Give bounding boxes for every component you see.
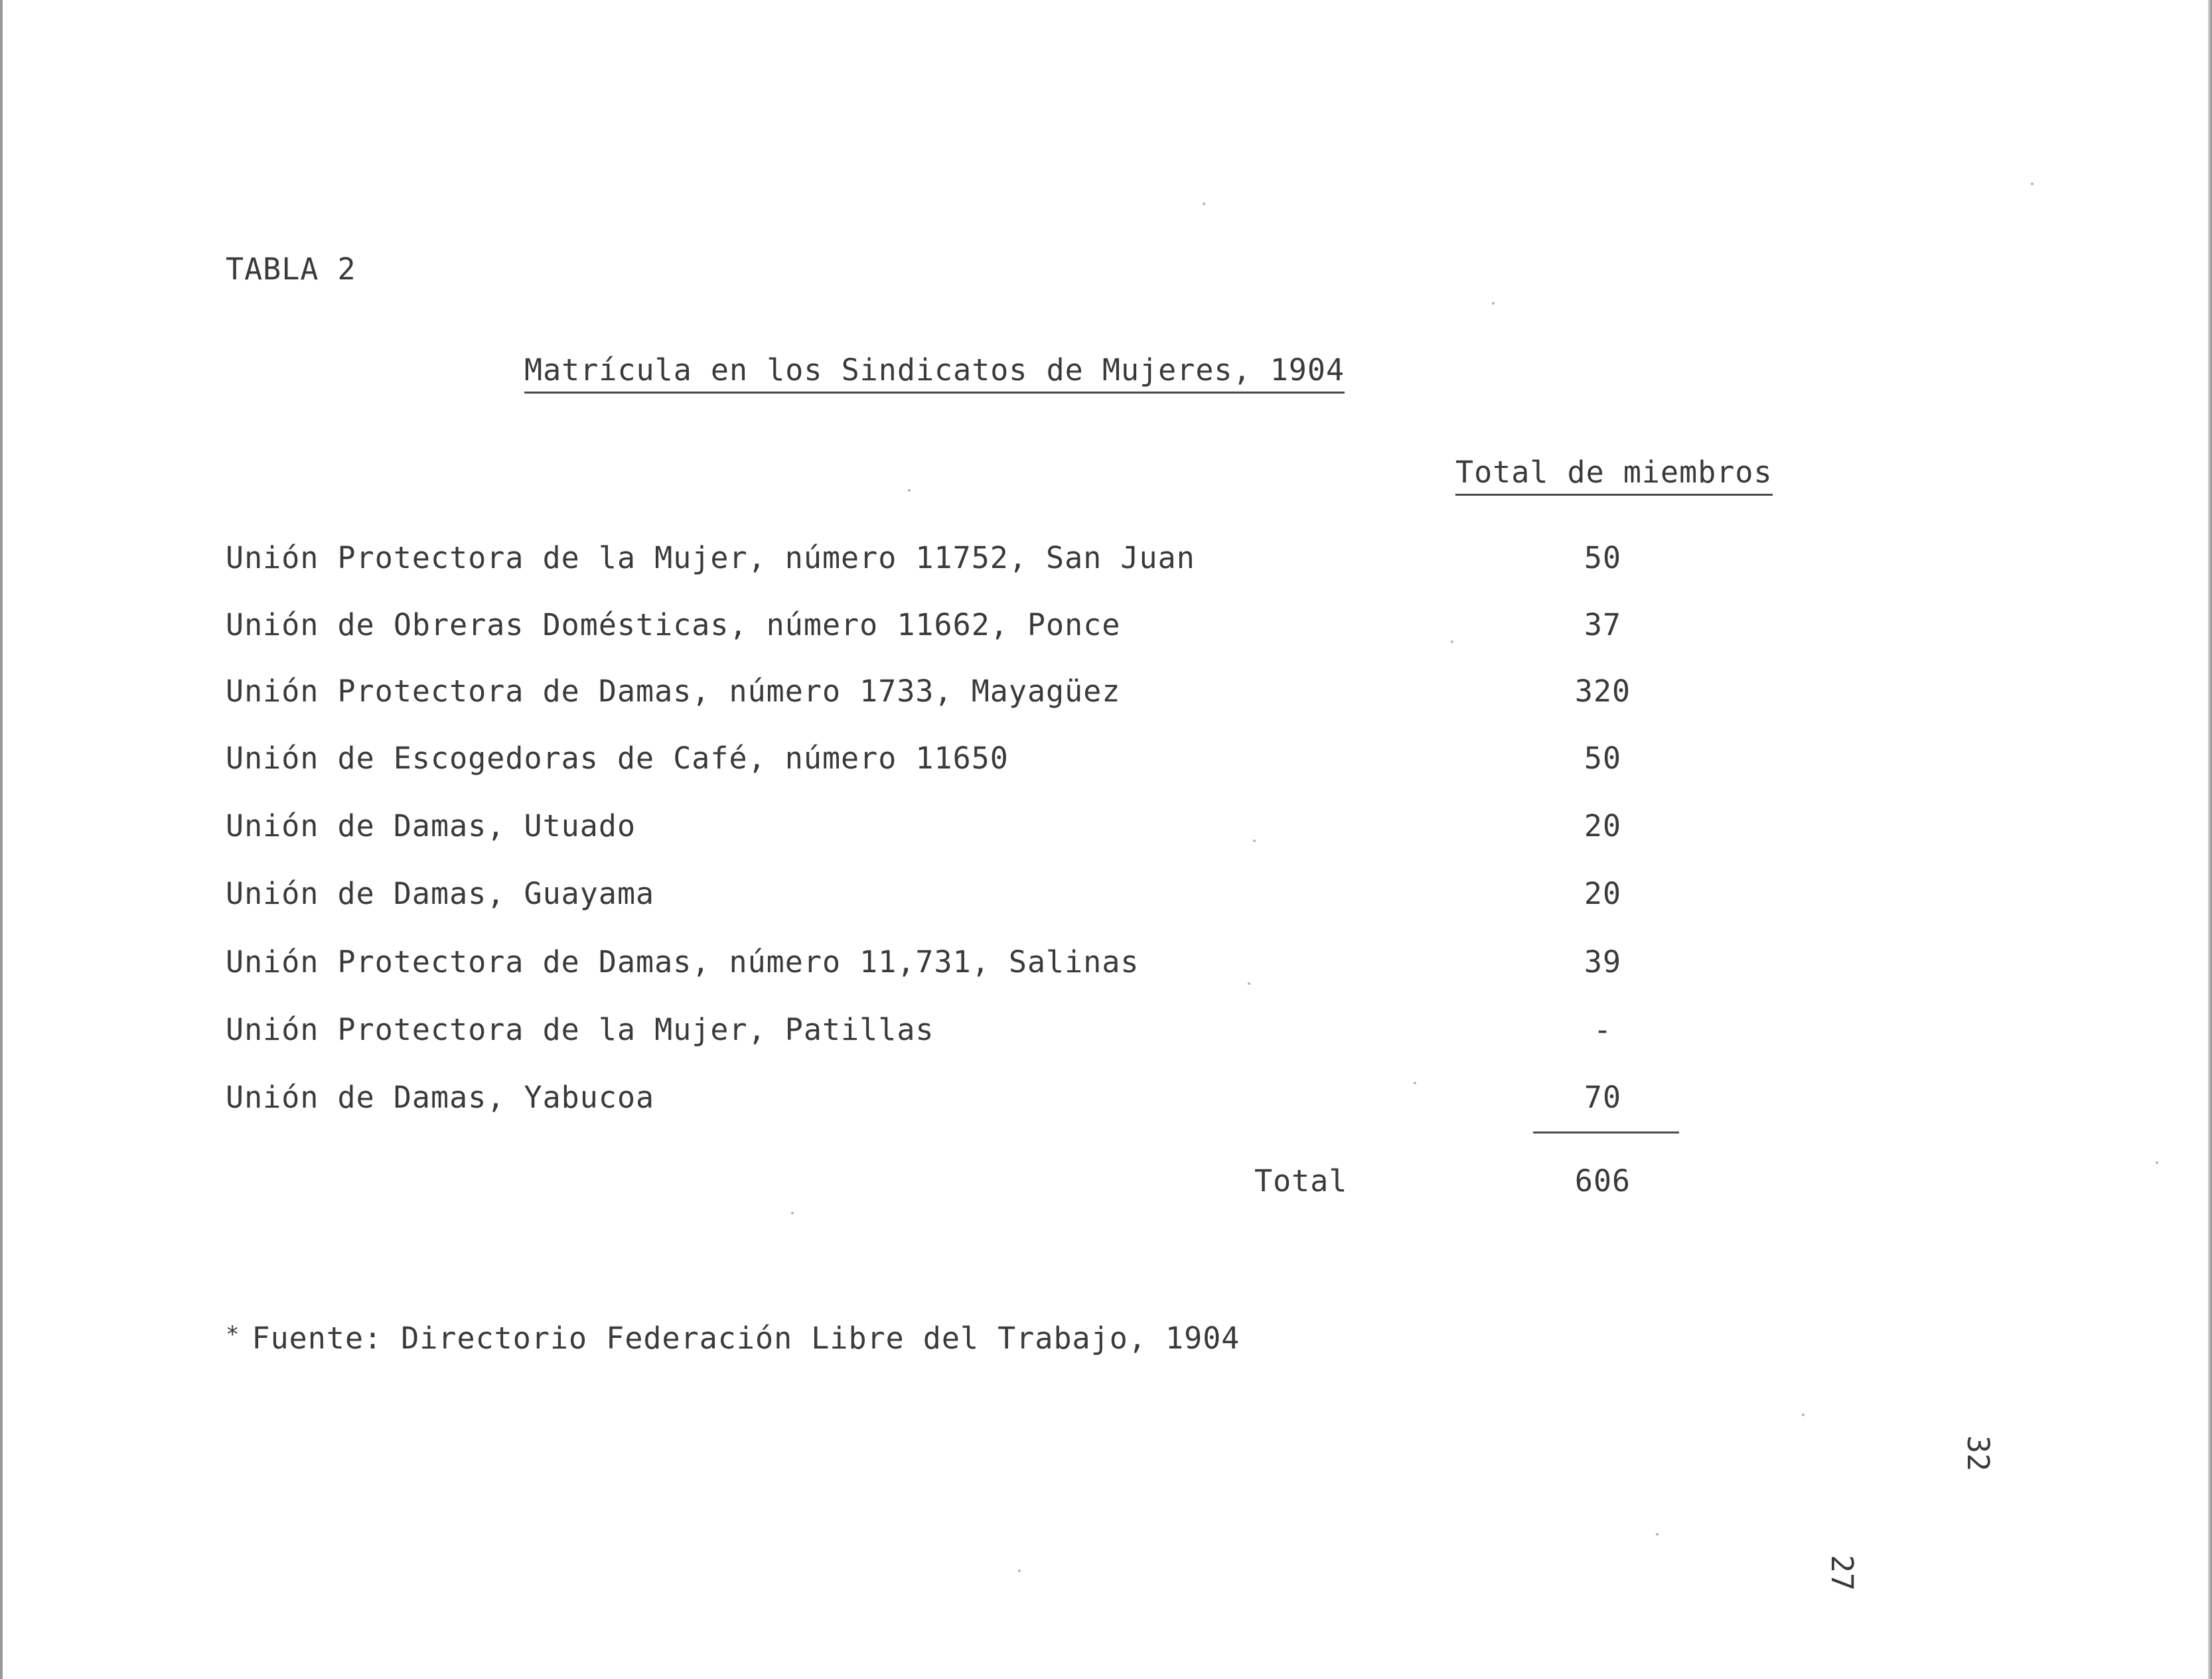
scan-speck — [908, 489, 911, 492]
scan-speck — [1018, 1570, 1021, 1572]
sum-rule — [1533, 1132, 1679, 1133]
row-value: 70 — [1584, 1080, 1622, 1115]
row-label: Unión de Obreras Domésticas, número 11662, Ponce — [226, 607, 1121, 642]
row-label: Unión Protectora de Damas, número 1733, Mayagüez — [226, 674, 1121, 709]
scan-speck — [791, 1212, 794, 1214]
page-number-32: 32 — [1960, 1435, 1996, 1472]
row-label: Unión de Damas, Guayama — [226, 876, 655, 911]
row-label: Unión de Escogedoras de Café, número 11650 — [226, 741, 1009, 776]
row-label: Unión Protectora de Damas, número 11,731, Salinas — [226, 944, 1140, 980]
row-value: 20 — [1584, 808, 1622, 843]
row-label: Unión Protectora de la Mujer, número 11752, San Juan — [226, 540, 1195, 575]
scan-speck — [2156, 1161, 2158, 1164]
row-value: 37 — [1584, 607, 1622, 642]
row-value: 320 — [1574, 674, 1631, 709]
row-value: 50 — [1584, 741, 1622, 776]
page-number-27: 27 — [1824, 1554, 1860, 1591]
scan-speck — [2031, 183, 2033, 185]
scan-edge-right — [2208, 0, 2212, 1679]
scan-speck — [1253, 840, 1256, 842]
scan-speck — [1414, 1082, 1416, 1084]
source-note — [226, 1316, 1240, 1357]
row-value: 20 — [1584, 876, 1622, 911]
scan-speck — [1656, 1533, 1659, 1536]
total-label: Total — [1254, 1163, 1348, 1199]
column-header: Total de miembros — [1455, 454, 1773, 496]
row-value: - — [1593, 1012, 1613, 1047]
scan-edge-left — [0, 0, 3, 1679]
footnote-asterisk: * — [226, 1321, 240, 1348]
row-value: 39 — [1584, 944, 1622, 980]
total-value: 606 — [1574, 1163, 1631, 1199]
scan-speck — [1451, 640, 1453, 643]
row-label: Unión de Damas, Utuado — [226, 808, 636, 843]
source-text: Fuente: Directorio Federación Libre del Trabajo, 1904 — [252, 1321, 1240, 1356]
scan-speck — [1802, 1414, 1805, 1416]
row-label: Unión de Damas, Yabucoa — [226, 1080, 655, 1115]
table-label: TABLA 2 — [226, 252, 356, 287]
scan-speck — [1248, 982, 1250, 985]
table-title: Matrícula en los Sindicatos de Mujeres, 1904 — [524, 352, 1345, 394]
row-label: Unión Protectora de la Mujer, Patillas — [226, 1012, 934, 1047]
row-value: 50 — [1584, 540, 1622, 575]
scan-speck — [1492, 302, 1495, 305]
scan-speck — [1203, 202, 1205, 205]
